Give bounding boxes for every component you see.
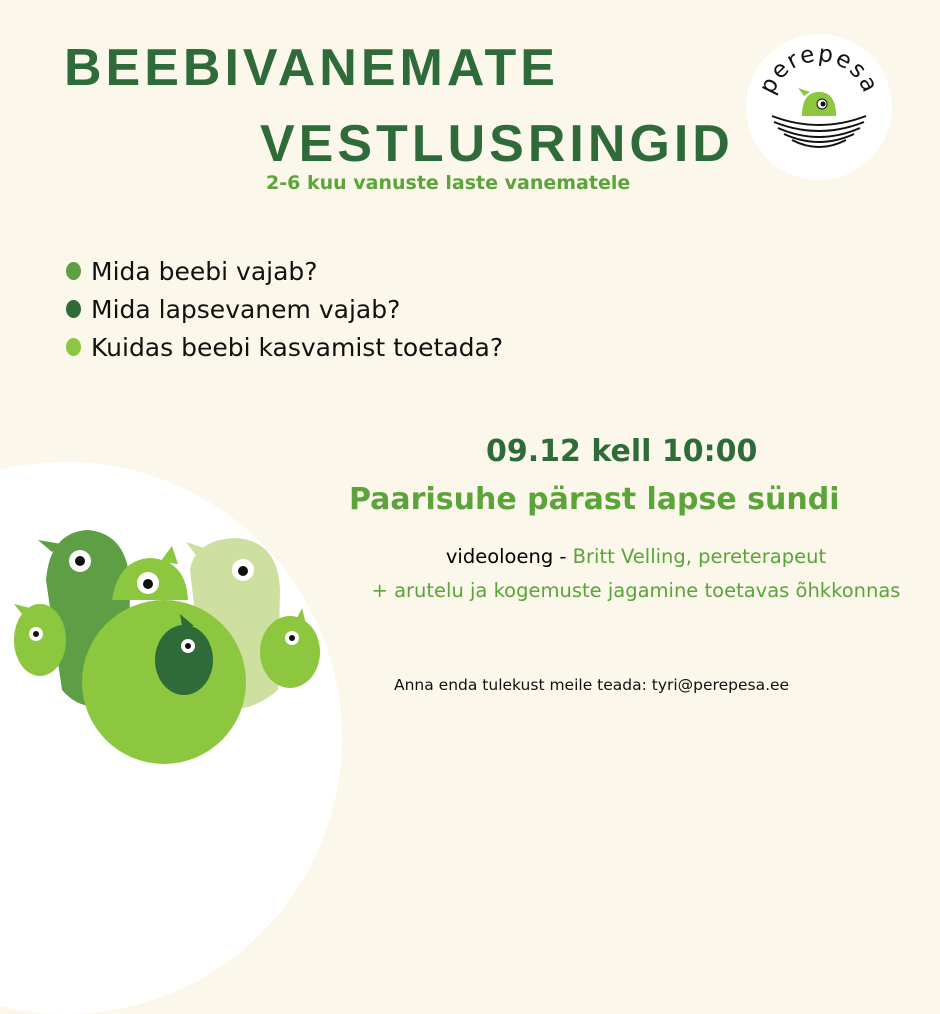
perepesa-logo <box>746 34 892 180</box>
subtitle: 2-6 kuu vanuste laste vanematele <box>266 172 631 194</box>
list-item-text: Mida lapsevanem vajab? <box>91 294 401 324</box>
event-topic: Paarisuhe pärast lapse sündi <box>349 482 840 517</box>
question-list <box>66 252 503 366</box>
desc-prefix: videoloeng - <box>445 545 573 568</box>
logo-text: perepesa <box>754 40 884 99</box>
bird-icon <box>14 604 66 676</box>
event-date: 09.12 kell 10:00 <box>486 434 758 469</box>
title-line-1: BEEBIVANEMATE <box>64 39 559 97</box>
bullet-dot-icon <box>66 300 81 318</box>
birds-illustration <box>0 460 360 788</box>
title-line-2: VESTLUSRINGID <box>260 115 734 173</box>
list-item-text: Mida beebi vajab? <box>91 256 318 286</box>
list-item-text: Kuidas beebi kasvamist toetada? <box>91 332 504 362</box>
invite-text: Anna enda tulekust meile teada: tyri@perepesa.ee <box>394 676 790 694</box>
bullet-dot-icon <box>66 262 81 280</box>
bullet-dot-icon <box>66 338 81 356</box>
list-item <box>66 290 503 328</box>
event-description <box>346 543 926 570</box>
list-item <box>66 252 503 290</box>
event-description-line2: + arutelu ja kogemuste jagamine toetavas õhkkonnas <box>371 579 901 602</box>
desc-speaker: Britt Velling, pereterapeut <box>572 545 827 568</box>
list-item <box>66 328 503 366</box>
